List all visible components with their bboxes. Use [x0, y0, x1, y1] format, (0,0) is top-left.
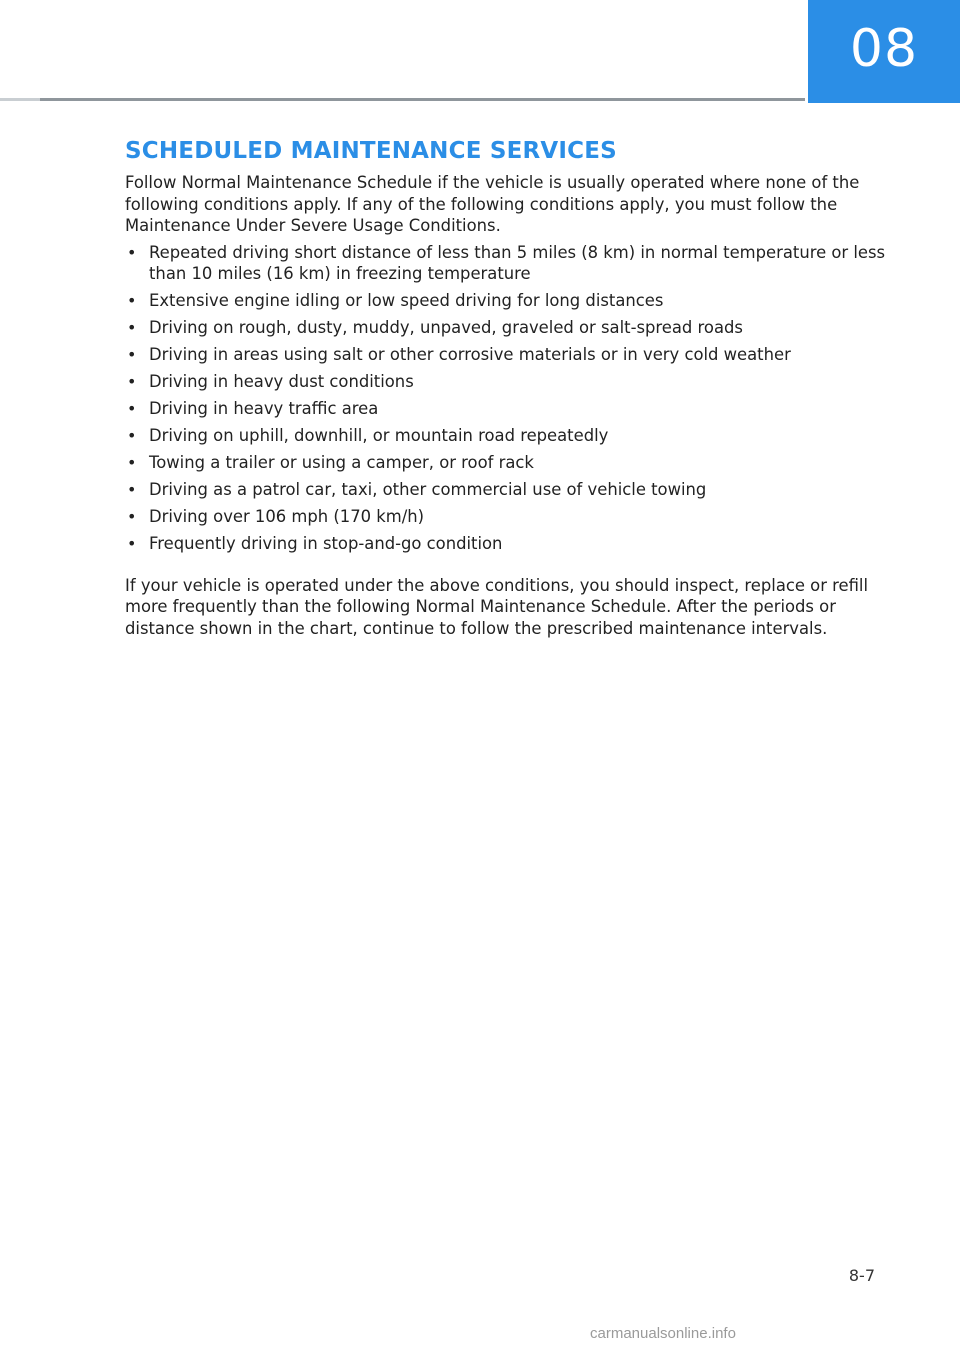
list-item: [125, 344, 890, 366]
list-item-text: Driving on rough, dusty, muddy, unpaved, graveled or salt-spread roads: [149, 318, 743, 337]
list-item-text: Extensive engine idling or low speed driving for long distances: [149, 291, 664, 310]
list-item: [125, 452, 890, 474]
section-title: SCHEDULED MAINTENANCE SERVICES: [125, 138, 617, 164]
list-item-text: Driving as a patrol car, taxi, other commercial use of vehicle towing: [149, 480, 707, 499]
list-item: [125, 317, 890, 339]
bullet-icon: •: [127, 534, 137, 553]
bullet-icon: •: [127, 318, 137, 337]
list-item-text: Driving in heavy traffic area: [149, 399, 379, 418]
list-item: [125, 479, 890, 501]
header-rule-accent: [0, 98, 40, 101]
list-item-text: Frequently driving in stop-and-go condition: [149, 534, 503, 553]
page-content: [125, 136, 890, 639]
bullet-icon: •: [127, 480, 137, 499]
header-rule: [0, 98, 805, 101]
list-item-text: Driving on uphill, downhill, or mountain road repeatedly: [149, 426, 609, 445]
bullet-icon: •: [127, 399, 137, 418]
bullet-icon: •: [127, 345, 137, 364]
list-item: [125, 290, 890, 312]
chapter-number: 08: [849, 18, 919, 79]
watermark-text: carmanualsonline.info: [590, 1325, 736, 1342]
list-item-text: Towing a trailer or using a camper, or roof rack: [149, 453, 534, 472]
bullet-icon: •: [127, 372, 137, 391]
closing-paragraph: If your vehicle is operated under the above conditions, you should inspect, replace or refill more frequently than the following Normal Maintenance Schedule. After the periods or distance shown in the chart, continue to follow the prescribed maintenance intervals.: [125, 575, 869, 638]
list-item-text: Repeated driving short distance of less than 5 miles (8 km) in normal temperature or less than 10 miles (16 km) in freezing temperature: [149, 242, 886, 283]
list-item: [125, 506, 890, 528]
list-item-text: Driving in areas using salt or other corrosive materials or in very cold weather: [149, 345, 791, 364]
list-item-text: Driving in heavy dust conditions: [149, 372, 414, 391]
list-item: [125, 398, 890, 420]
list-item: [125, 242, 890, 285]
bullet-icon: •: [127, 426, 137, 445]
list-item-text: Driving over 106 mph (170 km/h): [149, 507, 425, 526]
list-item: [125, 533, 890, 555]
list-item: [125, 371, 890, 393]
list-item: [125, 425, 890, 447]
bullet-icon: •: [127, 291, 137, 310]
bullet-icon: •: [127, 507, 137, 526]
conditions-list: [125, 242, 890, 555]
page-number: 8-7: [848, 1266, 875, 1285]
chapter-tab: [808, 0, 960, 103]
bullet-icon: •: [127, 453, 137, 472]
bullet-icon: •: [127, 242, 137, 262]
intro-paragraph: Follow Normal Maintenance Schedule if the vehicle is usually operated where none of the following conditions apply. If any of the following conditions apply, you must follow the Maintenance Under Severe Usage Conditions.: [125, 173, 860, 235]
